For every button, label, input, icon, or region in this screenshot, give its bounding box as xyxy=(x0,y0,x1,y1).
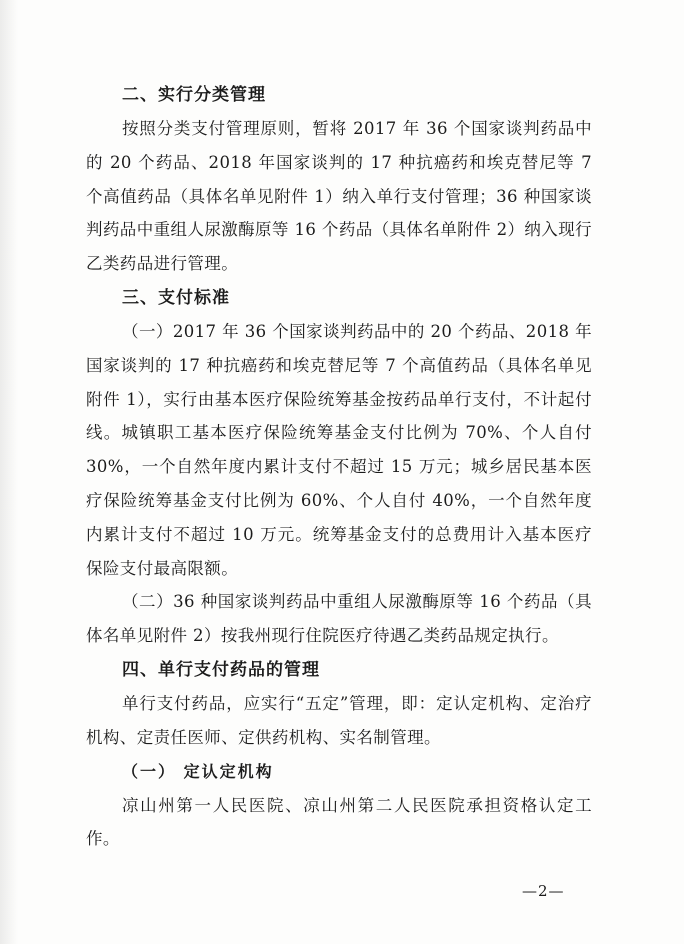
section-2-paragraph: 按照分类支付管理原则，暂将 2017 年 36 个国家谈判药品中的 20 个药品、2018 年国家谈判的 17 种抗癌药和埃克替尼等 7 个高值药品（具体名单见附件 1）纳入单行支付管理；36 种国家谈判药品中重组人尿激酶原等 16 个药品（具体名单附件 2）纳入现行乙类药品进行管理。 xyxy=(86,119,592,274)
document-body xyxy=(86,78,592,856)
page-number: —2— xyxy=(522,882,565,900)
section-3-paragraph-2: （二）36 种国家谈判药品中重组人尿激酶原等 16 个药品（具体名单见附件 2）按我州现行住院医疗待遇乙类药品规定执行。 xyxy=(86,592,592,646)
section-4-sub-1-paragraph: 凉山州第一人民医院、凉山州第二人民医院承担资格认定工作。 xyxy=(86,795,592,849)
section-4-sub-1-heading: （一） 定认定机构 xyxy=(122,761,274,781)
section-3-paragraph-1: （一）2017 年 36 个国家谈判药品中的 20 个药品、2018 年国家谈判的 17 种抗癌药和埃克替尼等 7 个高值药品（具体名单见附件 1），实行由基本医疗保险统筹基金按药品单行支付，不计起付线。城镇职工基本医疗保险统筹基金支付比例为 70%、个人自付 30%，一个自然年度内累计支付不超过 15 万元；城乡居民基本医疗保险统筹基金支付比例为 60%、个人自付 40%，一个自然年度内累计支付不超过 10 万元。统筹基金支付的总费用计入基本医疗保险支付最高限额。 xyxy=(86,321,592,578)
section-4-heading: 四、单行支付药品的管理 xyxy=(122,659,320,680)
section-4-paragraph: 单行支付药品，应实行“五定”管理，即：定认定机构、定治疗机构、定责任医师、定供药机构、实名制管理。 xyxy=(86,693,592,747)
section-2-heading: 二、实行分类管理 xyxy=(122,85,266,105)
page-edge-shadow xyxy=(0,0,18,944)
section-3-heading: 三、支付标准 xyxy=(122,287,230,308)
